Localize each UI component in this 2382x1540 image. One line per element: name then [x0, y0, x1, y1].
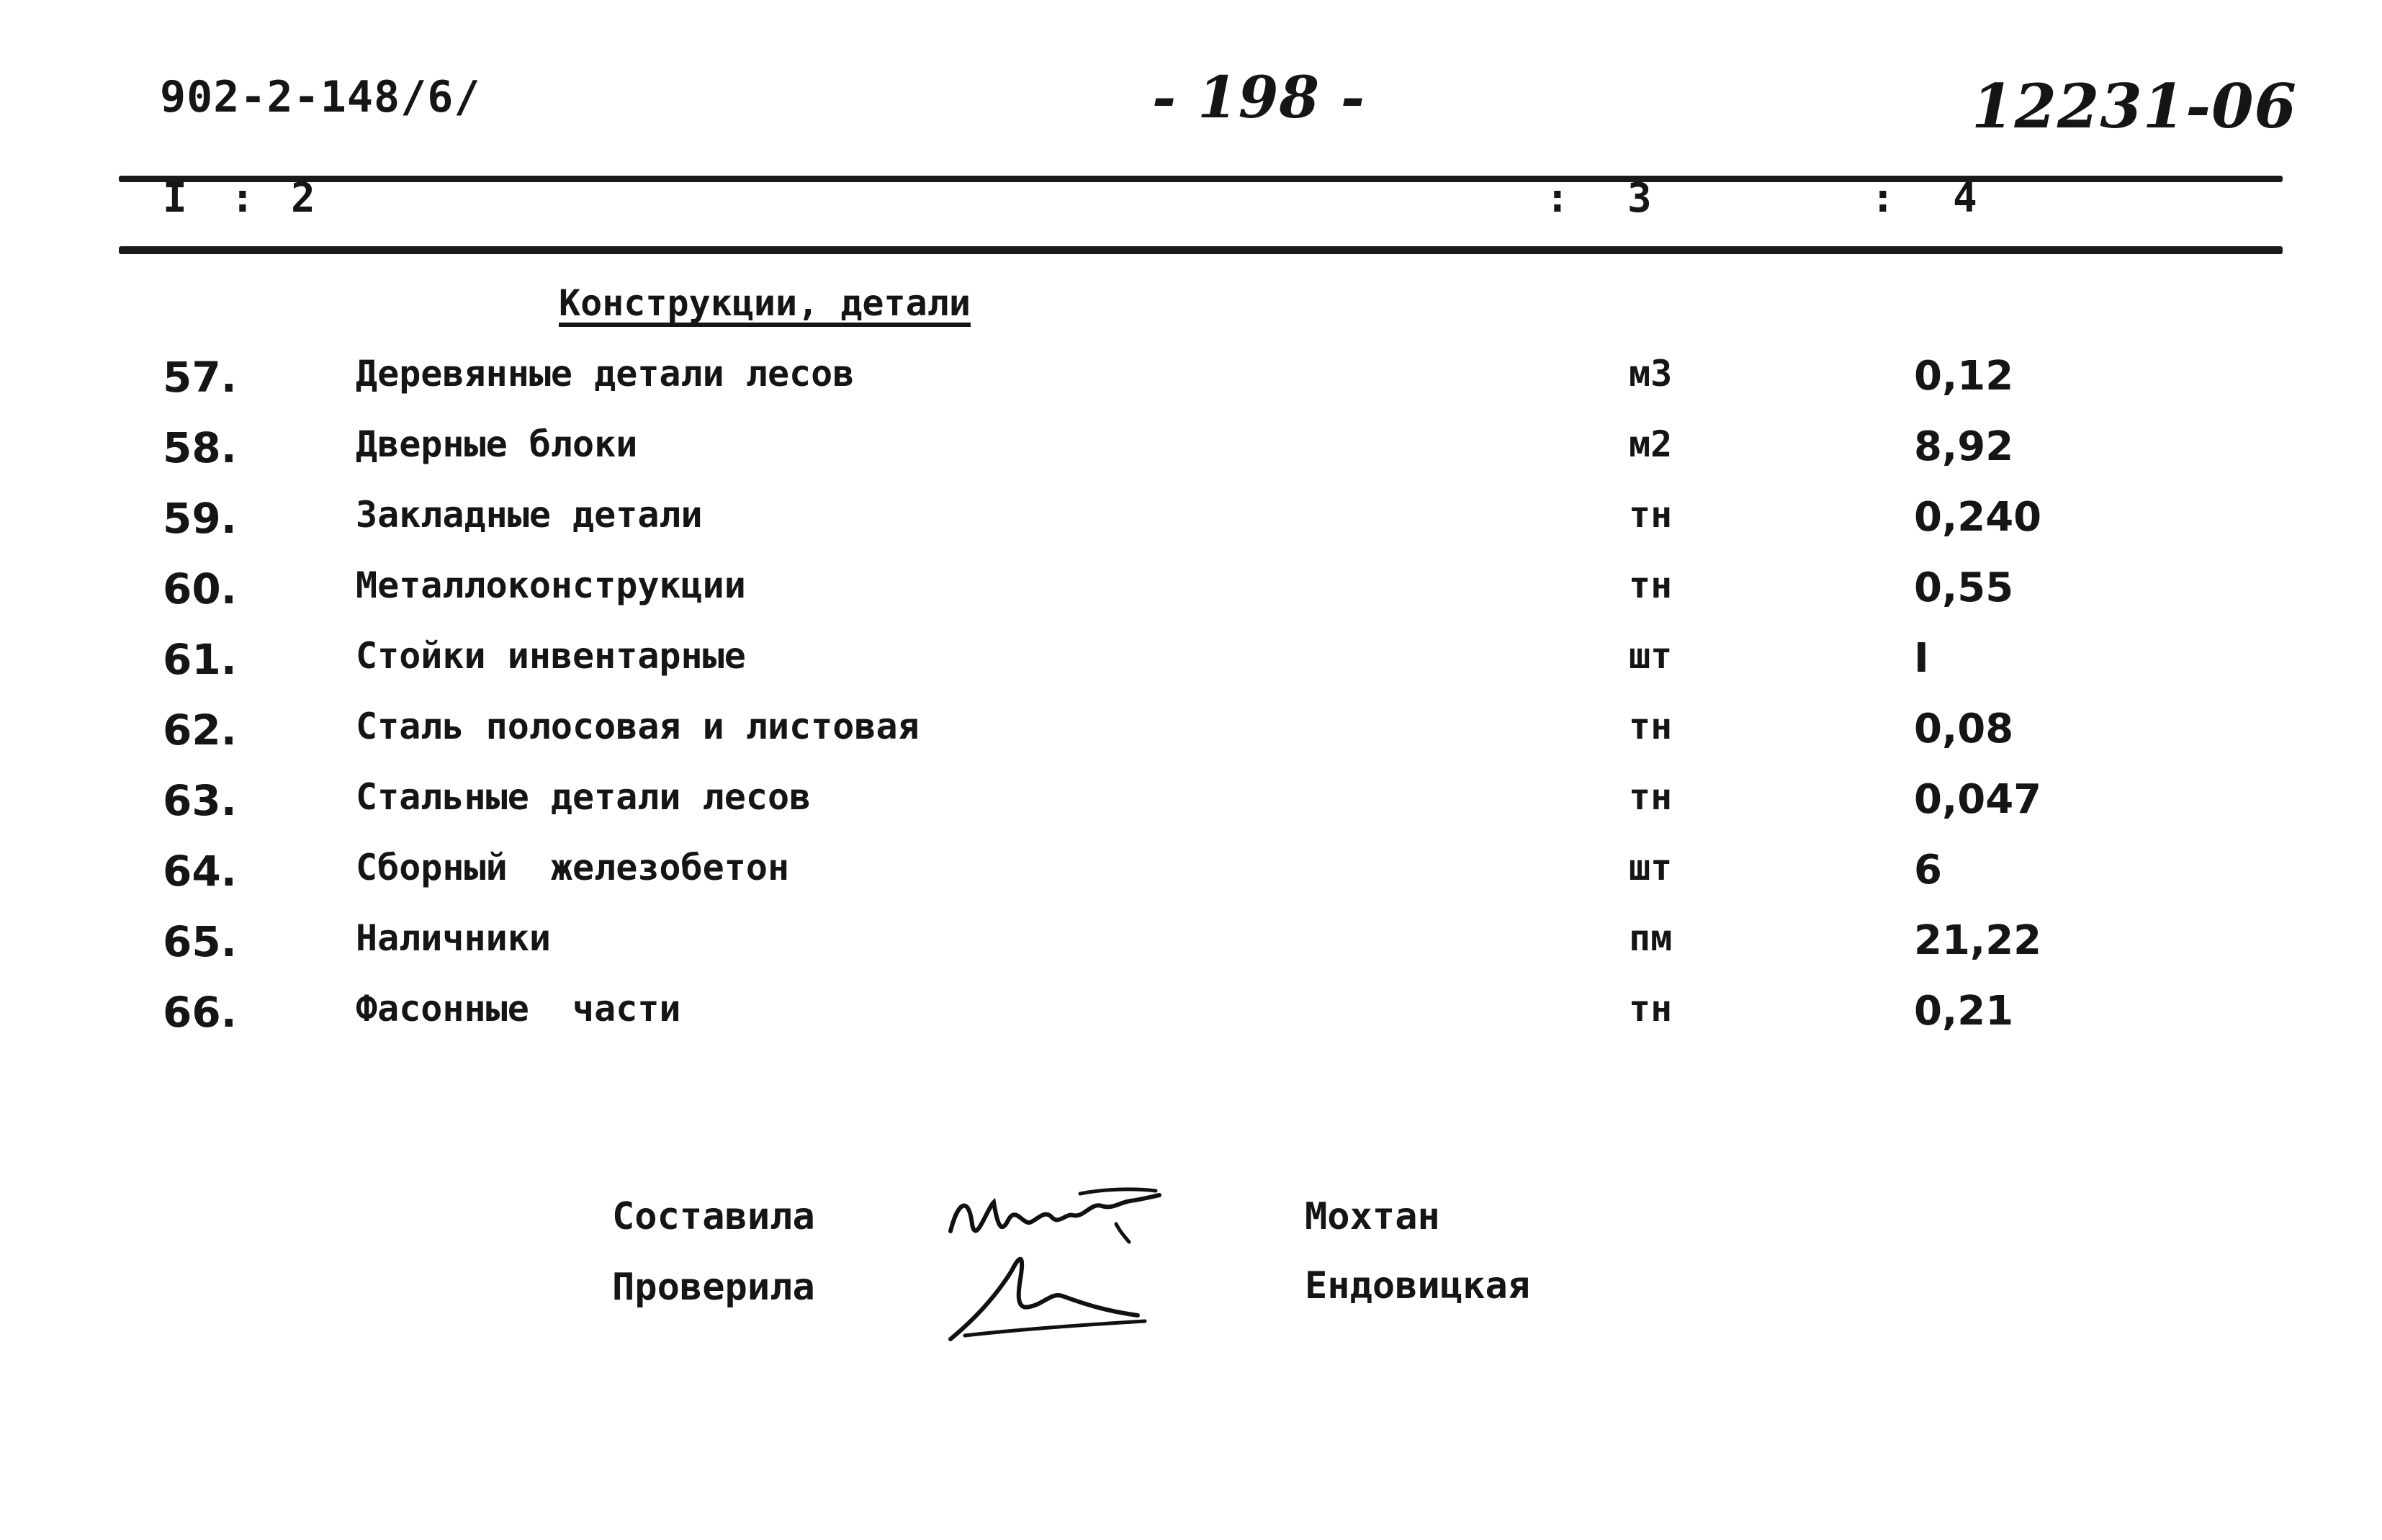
- page-number: - 198 -: [1152, 63, 1366, 131]
- table-row: [0, 564, 2382, 634]
- row-quantity: 8,92: [1914, 423, 2014, 470]
- row-name: Дверные блоки: [356, 423, 638, 465]
- row-quantity: 0,08: [1914, 706, 2014, 752]
- row-name: Фасонные части: [356, 988, 681, 1030]
- row-name: Деревянные детали лесов: [356, 353, 855, 395]
- row-quantity: 6: [1914, 847, 1942, 893]
- section-title: Конструкции, детали: [559, 282, 971, 324]
- row-name: Сталь полосовая и листовая: [356, 706, 920, 747]
- row-quantity: 0,240: [1914, 494, 2042, 541]
- row-number: 61.: [163, 635, 237, 684]
- row-unit: тн: [1629, 776, 1673, 818]
- row-unit: тн: [1629, 988, 1673, 1030]
- row-number: 62.: [163, 706, 237, 755]
- column-separator-1: :: [230, 175, 255, 222]
- table-row: [0, 917, 2382, 986]
- compiled-by-name: Мохтан: [1305, 1195, 1440, 1238]
- table-row: [0, 494, 2382, 563]
- row-unit: тн: [1629, 494, 1673, 536]
- row-number: 64.: [163, 847, 237, 896]
- row-unit: пм: [1629, 917, 1673, 959]
- signature-checked-graphic: [943, 1242, 1159, 1350]
- table-row: [0, 988, 2382, 1057]
- row-name: Наличники: [356, 917, 551, 959]
- row-unit: м2: [1629, 423, 1673, 465]
- row-number: 63.: [163, 776, 237, 825]
- column-header-4: 4: [1953, 175, 1977, 222]
- row-name: Металлоконструкции: [356, 564, 746, 606]
- table-row: [0, 776, 2382, 845]
- row-unit: шт: [1629, 635, 1673, 677]
- document-code: 902-2-148/6/: [160, 72, 481, 122]
- row-quantity: 0,047: [1914, 776, 2042, 823]
- table-row: [0, 423, 2382, 492]
- column-separator-3: :: [1871, 175, 1895, 222]
- row-number: 59.: [163, 494, 237, 543]
- header-bottom-rule: [119, 246, 2283, 254]
- row-quantity: 0,12: [1914, 353, 2014, 400]
- row-name: Стальные детали лесов: [356, 776, 812, 818]
- row-unit: тн: [1629, 564, 1673, 606]
- table-row: [0, 847, 2382, 916]
- row-unit: шт: [1629, 847, 1673, 888]
- table-row: [0, 353, 2382, 422]
- checked-by-name: Ендовицкая: [1305, 1264, 1531, 1307]
- row-quantity: 0,21: [1914, 988, 2014, 1035]
- column-separator-2: :: [1545, 175, 1570, 222]
- row-number: 57.: [163, 353, 237, 402]
- column-header-3: 3: [1627, 175, 1652, 222]
- column-header-2: 2: [291, 175, 315, 222]
- row-number: 65.: [163, 917, 237, 966]
- row-quantity: 21,22: [1914, 917, 2042, 964]
- row-number: 58.: [163, 423, 237, 472]
- row-unit: тн: [1629, 706, 1673, 747]
- row-name: Сборный железобетон: [356, 847, 790, 888]
- table-row: [0, 706, 2382, 775]
- column-header-1: I: [163, 175, 187, 222]
- row-number: 60.: [163, 564, 237, 613]
- row-name: Закладные детали: [356, 494, 703, 536]
- row-number: 66.: [163, 988, 237, 1037]
- row-name: Стойки инвентарные: [356, 635, 746, 677]
- table-row: [0, 635, 2382, 704]
- checked-by-label: Проверила: [612, 1266, 815, 1309]
- row-quantity: 0,55: [1914, 564, 2014, 611]
- compiled-by-label: Составила: [612, 1195, 815, 1238]
- row-unit: м3: [1629, 353, 1673, 395]
- row-quantity: I: [1914, 635, 1929, 682]
- archive-number: 12231-06: [1972, 71, 2297, 142]
